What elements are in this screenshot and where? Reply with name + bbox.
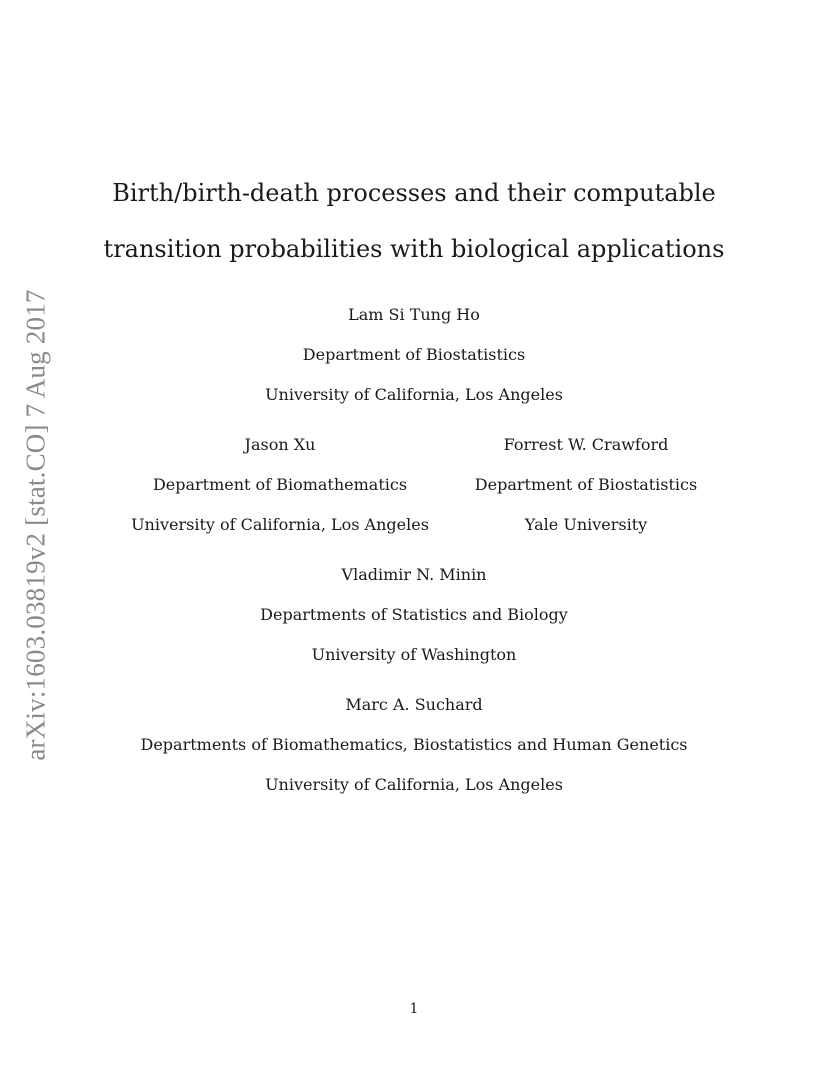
author-institution: University of California, Los Angeles [265, 385, 563, 404]
author-name: Marc A. Suchard [345, 695, 483, 714]
author-name: Jason Xu [244, 435, 316, 454]
arxiv-identifier-text: arXiv:1603.03819v2 [stat.CO] 7 Aug 2017 [20, 289, 51, 761]
author-department: Departments of Biomathematics, Biostatistics and Human Genetics [140, 735, 688, 754]
title-line-2: transition probabilities with biological applications [103, 235, 725, 263]
author-institution: Yale University [524, 515, 648, 534]
author-department: Department of Biomathematics [152, 475, 408, 494]
author-department: Department of Biostatistics [302, 345, 526, 364]
author-name: Forrest W. Crawford [503, 435, 669, 454]
author-department: Departments of Statistics and Biology [260, 605, 568, 624]
author-name: Lam Si Tung Ho [348, 305, 480, 324]
author-name: Vladimir N. Minin [341, 565, 487, 584]
author-institution: University of California, Los Angeles [131, 515, 429, 534]
author-department: Department of Biostatistics [474, 475, 698, 494]
title-line-1: Birth/birth-death processes and their computable [112, 179, 716, 207]
author-institution: University of Washington [311, 645, 517, 664]
author-institution: University of California, Los Angeles [265, 775, 563, 794]
page-number: 1 [409, 1001, 419, 1017]
